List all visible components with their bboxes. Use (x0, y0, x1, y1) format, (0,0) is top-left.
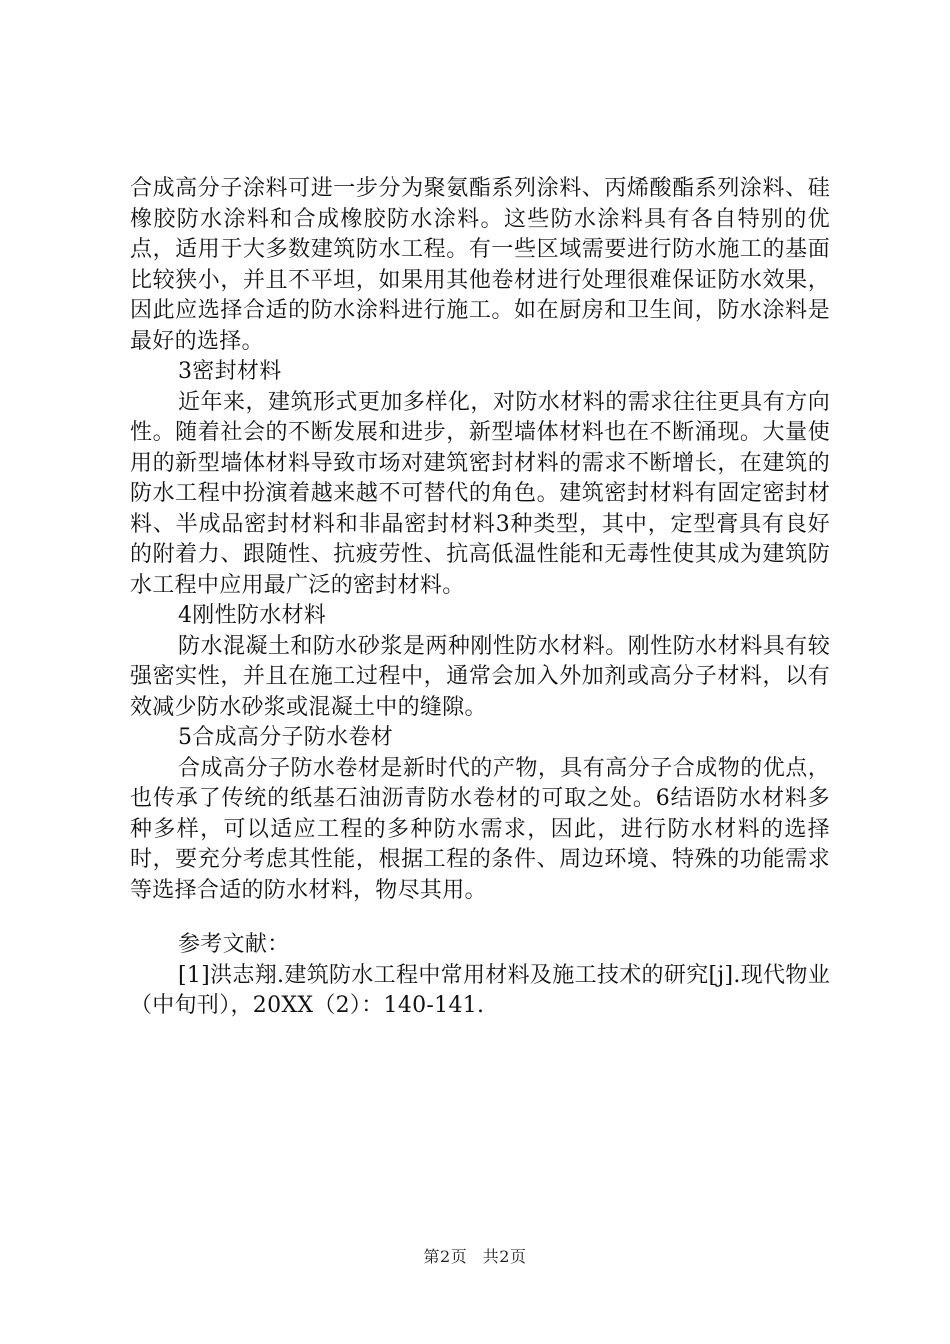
section-heading-sealing: 3密封材料 (178, 359, 282, 384)
paragraph-coatings: 合成高分子涂料可进一步分为聚氨酯系列涂料、丙烯酸酯系列涂料、硅橡胶防水涂料和合成橡胶防水涂料。这些防水涂料具有各自特别的优点，适用于大多数建筑防水工程。有一些区域需要进行防水施工的基面比较狭小，并且不平坦，如果用其他卷材进行处理很难保证防水效果，因此应选择合适的防水涂料进行施工。如在厨房和卫生间，防水涂料是最好的选择。 (130, 176, 830, 354)
references-title: 参考文献： (178, 932, 290, 957)
page-total: 共2页 (482, 1247, 527, 1266)
section-heading-membrane: 5合成高分子防水卷材 (178, 725, 393, 750)
references-section (130, 930, 830, 1022)
paragraph-rigid: 防水混凝土和防水砂浆是两种刚性防水材料。刚性防水材料具有较强密实性，并且在施工过程中，通常会加入外加剂或高分子材料，以有效减少防水砂浆或混凝土中的缝隙。 (130, 633, 830, 720)
page-footer (0, 1244, 950, 1267)
paragraph-sealing: 近年来，建筑形式更加多样化，对防水材料的需求往往更具有方向性。随着社会的不断发展和进步，新型墙体材料也在不断涌现。大量使用的新型墙体材料导致市场对建筑密封材料的需求不断增长，在建筑的防水工程中扮演着越来越不可替代的角色。建筑密封材料有固定密封材料、半成品密封材料和非晶密封材料3种类型，其中，定型膏具有良好的附着力、跟随性、抗疲劳性、抗高低温性能和无毒性使其成为建筑防水工程中应用最广泛的密封材料。 (130, 389, 830, 598)
page-number: 第2页 (423, 1247, 468, 1266)
document-body (130, 174, 830, 1022)
paragraph-membrane: 合成高分子防水卷材是新时代的产物，具有高分子合成物的优点，也传承了传统的纸基石油沥青防水卷材的可取之处。6结语防水材料多种多样，可以适应工程的多种防水需求，因此，进行防水材料的选择时，要充分考虑其性能，根据工程的条件、周边环境、特殊的功能需求等选择合适的防水材料，物尽其用。 (130, 755, 830, 903)
reference-item: [1]洪志翔.建筑防水工程中常用材料及施工技术的研究[j].现代物业（中旬刊），20XX（2）：140-141. (130, 962, 830, 1018)
section-heading-rigid: 4刚性防水材料 (178, 603, 327, 628)
